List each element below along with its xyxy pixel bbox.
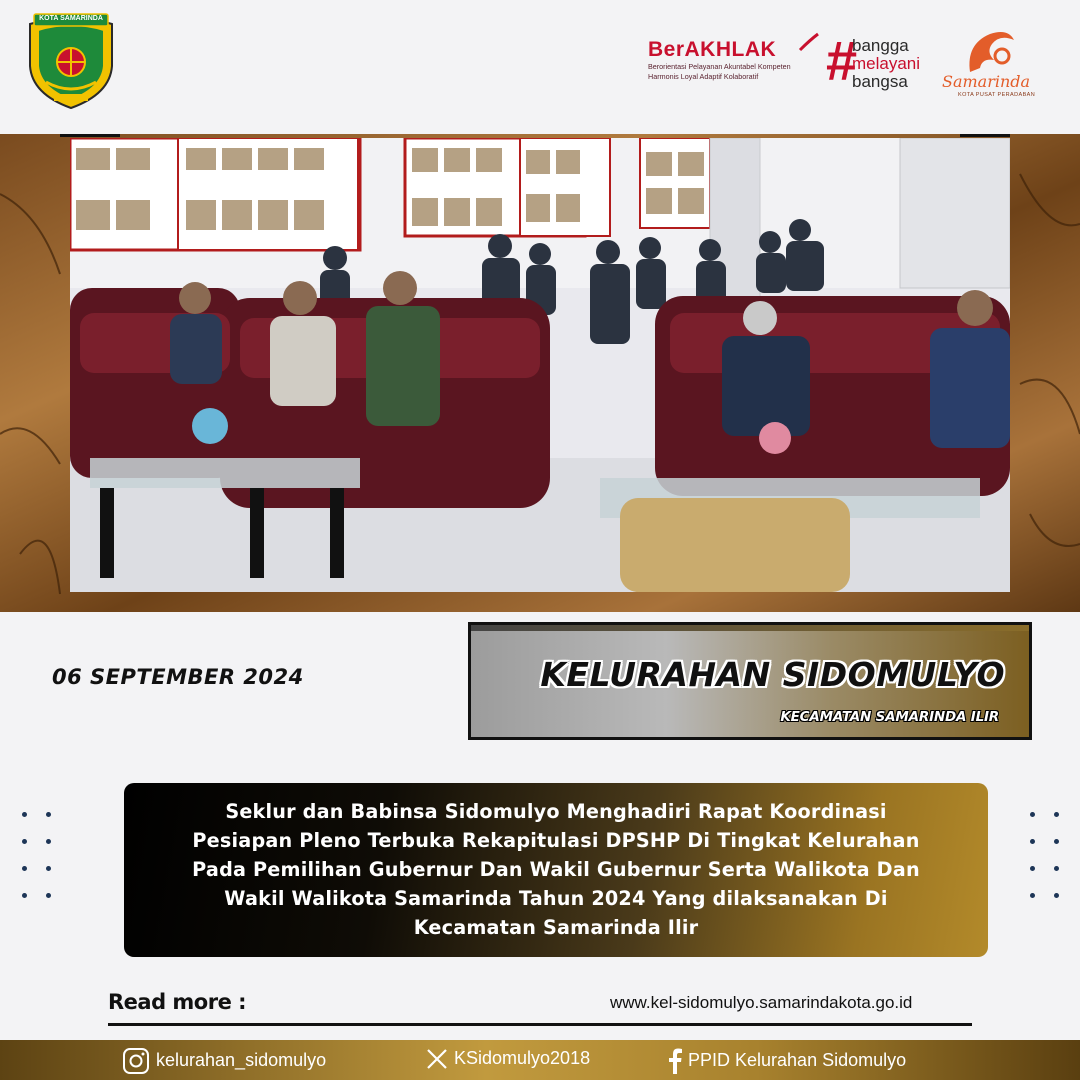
headline-box [124,783,988,957]
kecamatan-name: KECAMATAN SAMARINDA ILIR [780,709,999,725]
samarinda-wave-icon [960,28,1020,76]
instagram-handle: kelurahan_sidomulyo [156,1049,327,1070]
dots-decoration-right [1030,812,1064,898]
samarinda-script: Samarinda [942,72,1031,91]
bangga-line-3: bangsa [852,72,908,91]
berakhlak-sub-1: Berorientasi Pelayanan Akuntabel Kompeten [648,62,791,71]
x-handle: KSidomulyo2018 [454,1048,591,1068]
website-link[interactable]: www.kel-sidomulyo.samarindakota.go.id [610,993,913,1012]
bangga-line-2: melayani [852,54,921,73]
berakhlak-logo [648,38,823,100]
event-photo [70,138,1010,592]
facebook-icon [668,1048,682,1074]
headline-text: Seklur dan Babinsa Sidomulyo Menghadiri Rapat Koordinasi Pesiapan Pleno Terbuka Rekapitulasi DPSHP Di Tingkat Kelurahan Pada Pemilihan Gubernur Dan Wakil Gubernur Serta Walikota Dan Wakil Walikota Samarinda Tahun 2024 Yang dilaksanakan Di Kecamatan Samarinda Ilir [192,800,920,939]
berakhlak-title: BerAKHLAK [648,38,777,61]
berakhlak-sub-2: Harmonis Loyal Adaptif Kolaboratif [648,72,759,81]
bangga-line-1: bangga [852,36,909,55]
city-logo-icon [24,10,118,110]
swoosh-icon [798,32,820,52]
samarinda-logo [940,28,1040,103]
kelurahan-name: KELURAHAN SIDOMULYO [540,655,1005,694]
city-logo-label: KOTA SAMARINDA [39,15,103,22]
footer-bar [0,1040,1080,1080]
dots-decoration-left [22,812,56,898]
instagram-link[interactable] [122,1048,326,1074]
bangga-melayani-logo [826,29,936,95]
facebook-handle: PPID Kelurahan Sidomulyo [688,1049,907,1070]
city-logo [24,10,118,110]
divider [108,1023,972,1026]
x-link[interactable] [426,1048,590,1070]
facebook-link[interactable] [668,1048,906,1074]
instagram-icon [122,1048,150,1074]
read-more-label: Read more : [108,990,247,1014]
kelurahan-box [468,622,1032,740]
samarinda-tagline: KOTA PUSAT PERADABAN [958,92,1036,98]
hash-icon: # [826,29,858,92]
x-icon [426,1048,448,1070]
date-text: 06 SEPTEMBER 2024 [52,665,304,689]
